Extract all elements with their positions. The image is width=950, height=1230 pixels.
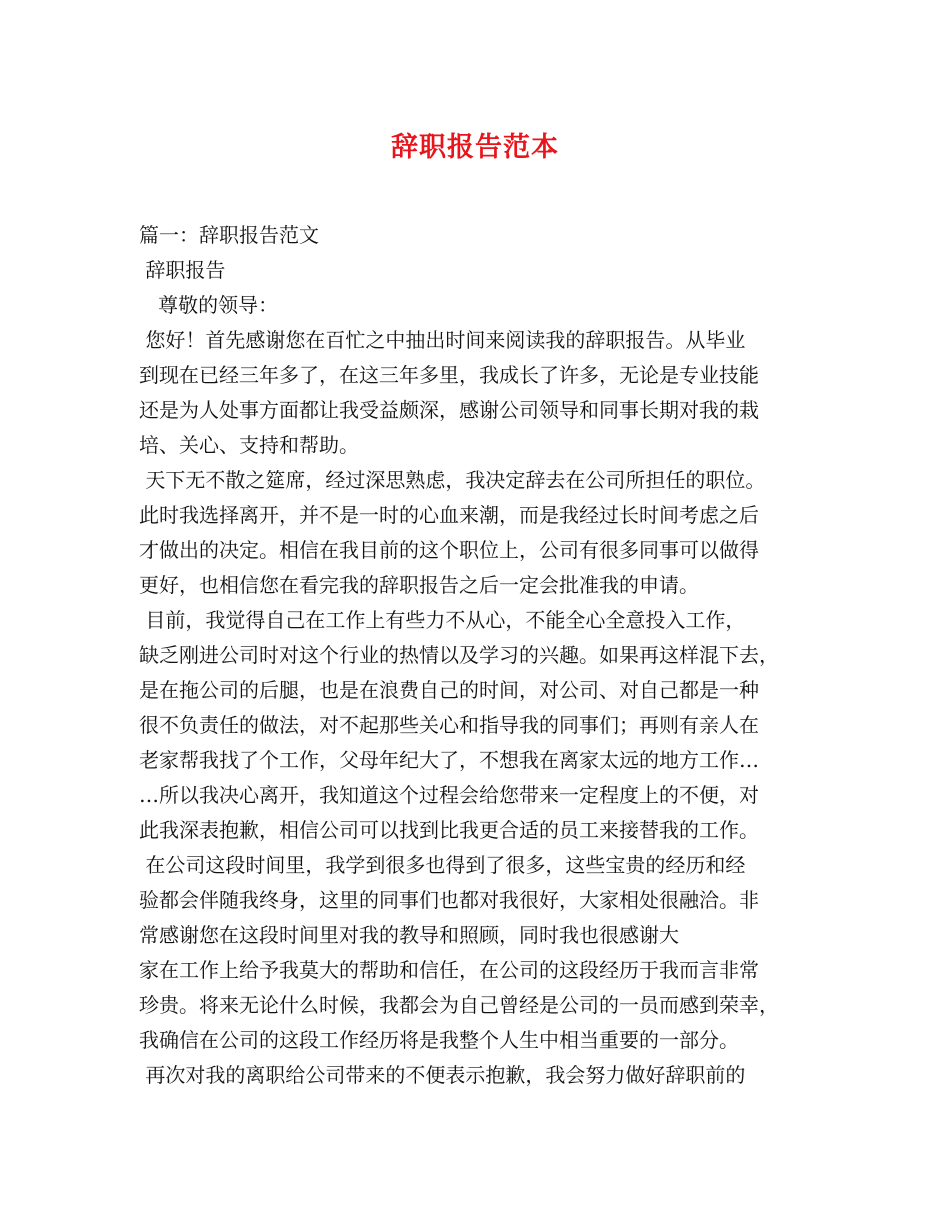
- body-line: 此时我选择离开，并不是一时的心血来潮，而是我经过长时间考虑之后: [139, 503, 759, 527]
- body-line: 目前，我觉得自己在工作上有些力不从心，不能全心全意投入工作，: [139, 608, 746, 632]
- document-title: 辞职报告范本: [391, 132, 559, 163]
- body-line: 很不负责任的做法，对不起那些关心和指导我的同事们；再则有亲人在: [139, 713, 759, 737]
- body-line: 更好，也相信您在看完我的辞职报告之后一定会批准我的申请。: [139, 573, 699, 597]
- document-body: [139, 218, 819, 1093]
- body-line: 珍贵。将来无论什么时候，我都会为自己曾经是公司的一员而感到荣幸，: [139, 993, 779, 1017]
- body-line: 篇一：辞职报告范文: [139, 223, 319, 247]
- body-line: 是在拖公司的后腿，也是在浪费自己的时间，对公司、对自己都是一种: [139, 678, 759, 702]
- body-line: 缺乏刚进公司时对这个行业的热情以及学习的兴趣。如果再这样混下去，: [139, 643, 779, 667]
- body-line: 验都会伴随我终身，这里的同事们也都对我很好，大家相处很融洽。非: [139, 888, 759, 912]
- body-line: 您好！首先感谢您在百忙之中抽出时间来阅读我的辞职报告。从毕业: [139, 328, 746, 352]
- body-line: 常感谢您在这段时间里对我的教导和照顾，同时我也很感谢大: [139, 923, 679, 947]
- body-line: 天下无不散之筵席，经过深思熟虑，我决定辞去在公司所担任的职位。: [139, 468, 766, 492]
- body-line: 培、关心、支持和帮助。: [139, 433, 359, 457]
- body-line: 我确信在公司的这段工作经历将是我整个人生中相当重要的一部分。: [139, 1028, 739, 1052]
- body-line: …所以我决心离开，我知道这个过程会给您带来一定程度上的不便，对: [139, 783, 759, 807]
- body-line: 再次对我的离职给公司带来的不便表示抱歉，我会努力做好辞职前的: [139, 1063, 746, 1087]
- body-line: 家在工作上给予我莫大的帮助和信任，在公司的这段经历于我而言非常: [139, 958, 759, 982]
- body-line: 才做出的决定。相信在我目前的这个职位上，公司有很多同事可以做得: [139, 538, 759, 562]
- body-line: 尊敬的领导：: [139, 293, 279, 317]
- body-line: 辞职报告: [139, 258, 226, 282]
- body-line: 还是为人处事方面都让我受益颇深，感谢公司领导和同事长期对我的栽: [139, 398, 759, 422]
- body-line: 老家帮我找了个工作，父母年纪大了，不想我在离家太远的地方工作…: [139, 748, 759, 772]
- body-line: 到现在已经三年多了，在这三年多里，我成长了许多，无论是专业技能: [139, 363, 759, 387]
- body-line: 此我深表抱歉，相信公司可以找到比我更合适的员工来接替我的工作。: [139, 818, 759, 842]
- body-line: 在公司这段时间里，我学到很多也得到了很多，这些宝贵的经历和经: [139, 853, 746, 877]
